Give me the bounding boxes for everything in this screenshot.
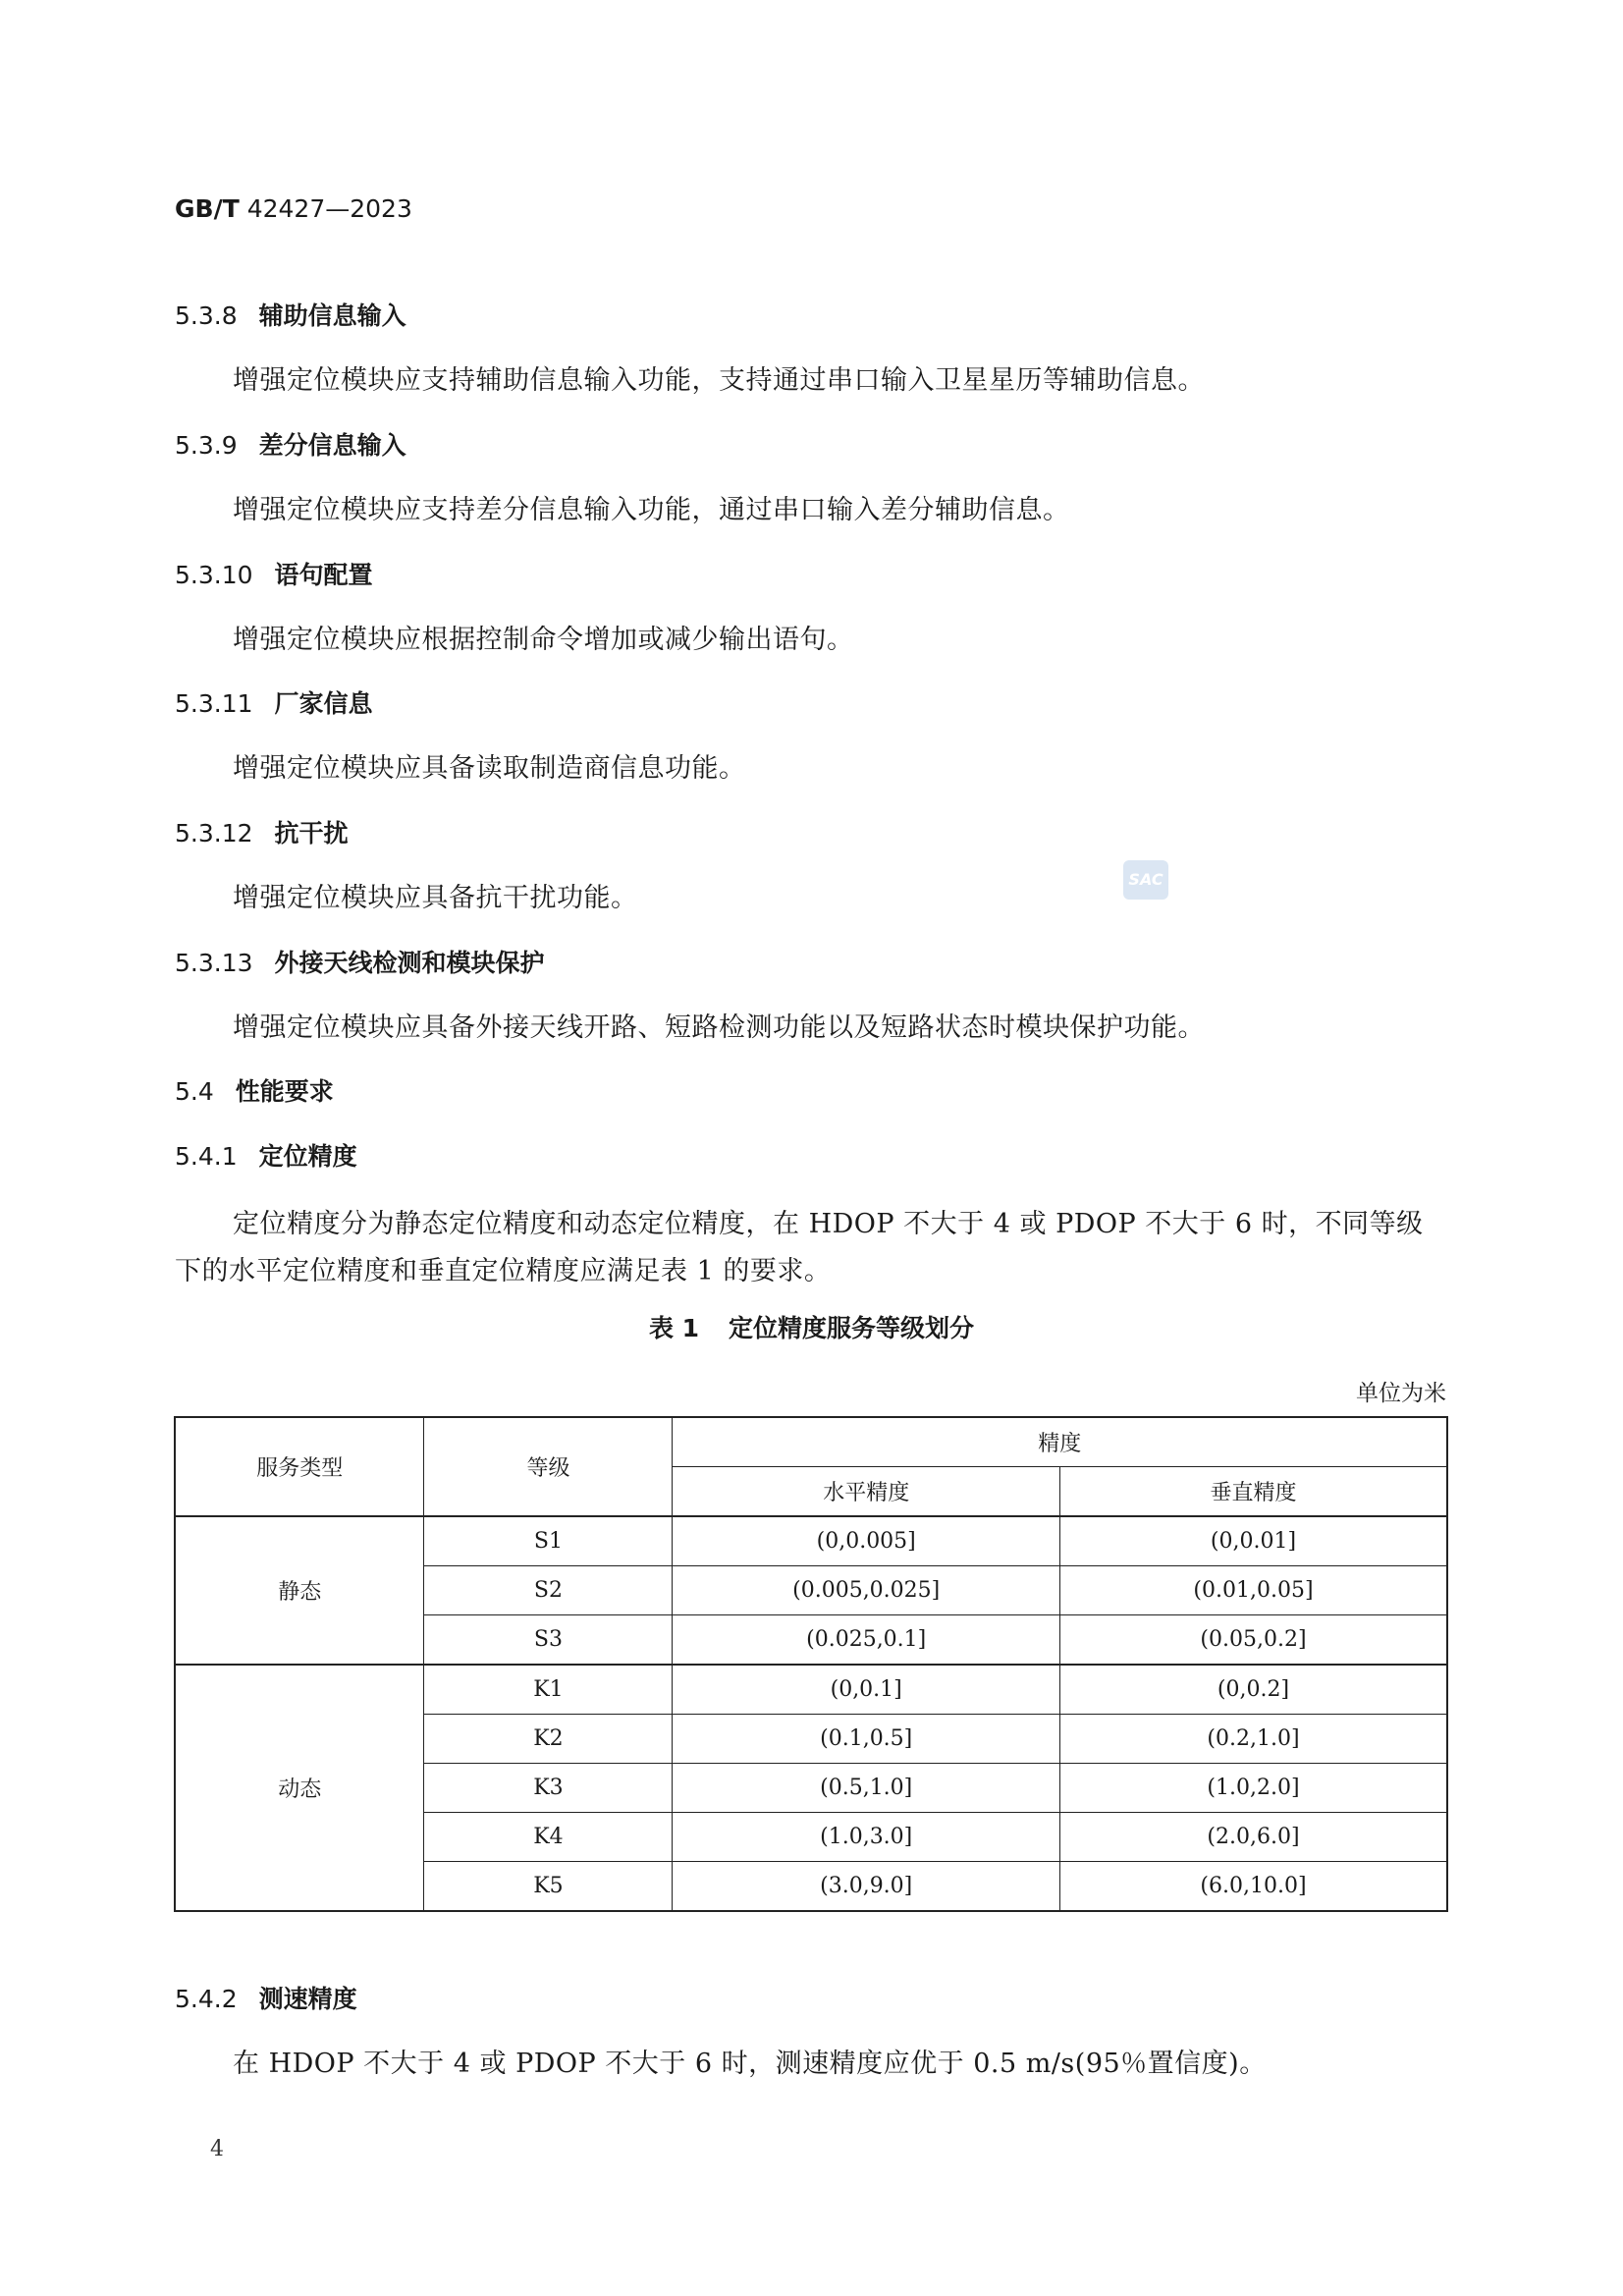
horizontal-cell: (1.0,3.0] <box>673 1813 1060 1862</box>
table-row <box>175 1665 1447 1715</box>
section-title: 差分信息输入 <box>258 431 406 460</box>
grade-cell: K5 <box>424 1862 673 1912</box>
vertical-cell: (0.2,1.0] <box>1059 1715 1447 1764</box>
section-title: 测速精度 <box>258 1985 357 2013</box>
section-number: 5.3.12 <box>175 819 253 847</box>
section-number: 5.3.8 <box>175 301 238 330</box>
page-number: 4 <box>210 2137 224 2161</box>
accuracy-grade-table <box>174 1416 1448 1912</box>
standard-prefix: GB/T <box>175 194 240 223</box>
horizontal-cell: (0.005,0.025] <box>673 1566 1060 1615</box>
service-type-cell: 静态 <box>175 1516 424 1665</box>
grade-cell: K2 <box>424 1715 673 1764</box>
section-body-5-3-10: 增强定位模块应根据控制命令增加或减少输出语句。 <box>233 625 854 655</box>
section-heading-5-3-12 <box>175 814 349 849</box>
section-heading-5-3-11 <box>175 684 373 720</box>
vertical-cell: (0,0.01] <box>1059 1516 1447 1566</box>
section-body-5-3-9: 增强定位模块应支持差分信息输入功能，通过串口输入差分辅助信息。 <box>233 495 1070 525</box>
service-type-cell: 动态 <box>175 1665 424 1911</box>
header-horizontal: 水平精度 <box>673 1467 1060 1517</box>
section-heading-5-3-13 <box>175 944 545 979</box>
section-title: 语句配置 <box>274 561 373 589</box>
section-heading-5-4 <box>175 1072 334 1108</box>
table-title: 定位精度服务等级划分 <box>729 1314 975 1342</box>
grade-cell: S2 <box>424 1566 673 1615</box>
section-body-5-4-1-line2: 下的水平定位精度和垂直定位精度应满足表 1 的要求。 <box>175 1256 832 1286</box>
horizontal-cell: (0.1,0.5] <box>673 1715 1060 1764</box>
section-body-5-3-13: 增强定位模块应具备外接天线开路、短路检测功能以及短路状态时模块保护功能。 <box>233 1012 1205 1043</box>
vertical-cell: (0.01,0.05] <box>1059 1566 1447 1615</box>
vertical-cell: (1.0,2.0] <box>1059 1764 1447 1813</box>
horizontal-cell: (0,0.005] <box>673 1516 1060 1566</box>
section-heading-5-4-2 <box>175 1980 357 2015</box>
standard-code: 42427—2023 <box>246 194 412 223</box>
section-heading-5-4-1 <box>175 1137 357 1173</box>
section-heading-5-3-8 <box>175 297 406 332</box>
section-title: 定位精度 <box>258 1142 357 1171</box>
section-number: 5.3.11 <box>175 689 253 718</box>
grade-cell: K1 <box>424 1665 673 1715</box>
vertical-cell: (6.0,10.0] <box>1059 1862 1447 1912</box>
grade-cell: S3 <box>424 1615 673 1666</box>
section-title: 厂家信息 <box>274 689 373 718</box>
table-row <box>175 1516 1447 1566</box>
section-number: 5.3.10 <box>175 561 253 589</box>
section-heading-5-3-10 <box>175 556 373 591</box>
grade-cell: S1 <box>424 1516 673 1566</box>
vertical-cell: (2.0,6.0] <box>1059 1813 1447 1862</box>
header-grade: 等级 <box>424 1417 673 1516</box>
vertical-cell: (0,0.2] <box>1059 1665 1447 1715</box>
section-title: 辅助信息输入 <box>258 301 406 330</box>
section-title: 抗干扰 <box>274 819 349 847</box>
section-number: 5.4.2 <box>175 1985 238 2013</box>
table-label: 表 1 <box>648 1314 700 1342</box>
sac-watermark-logo: SAC <box>1123 860 1168 900</box>
horizontal-cell: (0.5,1.0] <box>673 1764 1060 1813</box>
grade-cell: K3 <box>424 1764 673 1813</box>
horizontal-cell: (0.025,0.1] <box>673 1615 1060 1666</box>
section-body-5-3-12: 增强定位模块应具备抗干扰功能。 <box>233 883 638 913</box>
table-caption <box>0 1309 1623 1344</box>
header-vertical: 垂直精度 <box>1059 1467 1447 1517</box>
section-title: 性能要求 <box>235 1077 334 1106</box>
section-heading-5-3-9 <box>175 426 406 462</box>
section-body-5-4-1-line1: 定位精度分为静态定位精度和动态定位精度，在 HDOP 不大于 4 或 PDOP 不大于 6 时，不同等级 <box>233 1209 1424 1239</box>
section-number: 5.3.13 <box>175 949 253 977</box>
grade-cell: K4 <box>424 1813 673 1862</box>
section-number: 5.4 <box>175 1077 214 1106</box>
header-service-type: 服务类型 <box>175 1417 424 1516</box>
table-unit-note: 单位为米 <box>1356 1381 1446 1406</box>
section-title: 外接天线检测和模块保护 <box>274 949 545 977</box>
header-accuracy: 精度 <box>673 1417 1447 1467</box>
section-body-5-3-11: 增强定位模块应具备读取制造商信息功能。 <box>233 753 746 784</box>
section-body-5-4-2: 在 HDOP 不大于 4 或 PDOP 不大于 6 时，测速精度应优于 0.5 m/s(95％置信度)。 <box>233 2049 1267 2079</box>
standard-number <box>175 194 412 223</box>
section-number: 5.4.1 <box>175 1142 238 1171</box>
section-number: 5.3.9 <box>175 431 238 460</box>
horizontal-cell: (3.0,9.0] <box>673 1862 1060 1912</box>
section-body-5-3-8: 增强定位模块应支持辅助信息输入功能，支持通过串口输入卫星星历等辅助信息。 <box>233 365 1205 396</box>
horizontal-cell: (0,0.1] <box>673 1665 1060 1715</box>
vertical-cell: (0.05,0.2] <box>1059 1615 1447 1666</box>
